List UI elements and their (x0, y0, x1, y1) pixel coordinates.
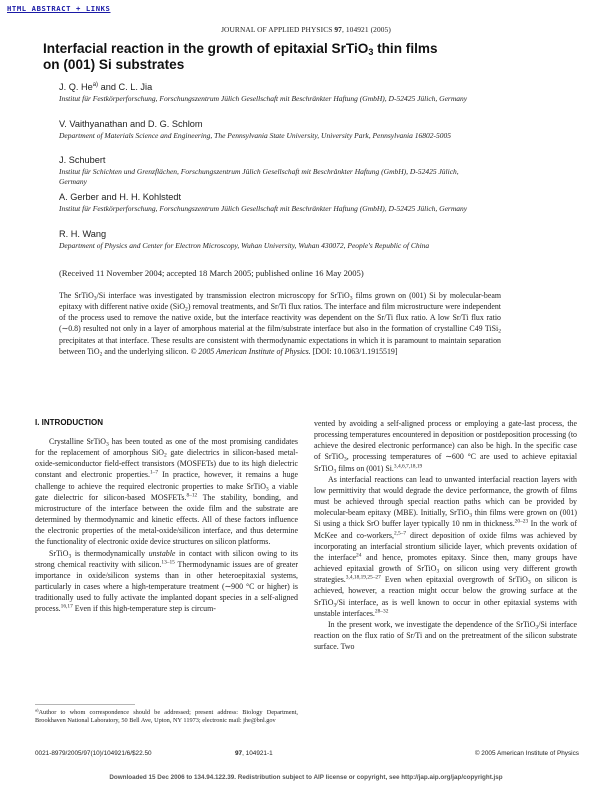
journal-volume: 97 (334, 25, 342, 34)
footnote-divider (35, 704, 135, 705)
author-group-3 (59, 155, 479, 187)
author-group-2 (59, 119, 479, 141)
citation[interactable]: 3,4,18,19,25–27 (345, 574, 381, 581)
download-notice: Downloaded 15 Dec 2006 to 134.94.122.39. Redistribution subject to AIP license or copyright, see http://jap.aip.org/jap/copyright.jsp (109, 774, 503, 781)
abstract: The SrTiO$_3$/Si interface was investigated by transmission electron microscopy for SrTiO$_3$ films grown on (001) Si by molecular-beam epitaxy with different native oxide (SiO$_2$) removal treatments, and Sr/Ti flux ratios. The interface and film microstructure were independent of the process used to remove the native oxide, but the interface reactivity was dependent on the Sr/Ti flux ratio. A low Sr/Ti flux ratio (∼0.8) resulted not only in a layer of amorphous material at the film/substrate interface but also in the formation of crystalline C49 TiSi$_2$ precipitates at that interface. These results are consistent with thermodynamic expectations in which it is paramount to maintain separation between TiO$_2$ and the underlying silicon. © 2005 American Institute of Physics. [DOI: 10.1063/1.1915519] (59, 291, 501, 358)
citation[interactable]: 28–32 (374, 608, 389, 615)
author-names: R. H. Wang (59, 229, 107, 239)
affiliation: Institut für Festkörperforschung, Forschungszentrum Jülich Gesellschaft mit Beschränkter Haftung (GmbH), D-52425 Jülich, Germany (59, 94, 468, 103)
paragraph: SrTiO$_3$ is thermodynamically unstable in contact with silicon owing to its strong chemical reactivity with silicon.$^{13-15}$ Thermodynamic issues are of greater importance in oxide/silicon systems than in other heteroepitaxial systems, particularly in cases where a high-temperature treatment (∼900 °C or higher) is traditionally used to fully activate the implanted dopant species in a self-aligned process.$^{16,17}$ Even if this high-temperature step is circum- (35, 548, 298, 614)
citation[interactable]: 1–7 (149, 469, 159, 476)
affiliation: Institut für Schichten und Grenzflächen, Forschungszentrum Jülich Gesellschaft mit Beschränkter Haftung (GmbH), D-52425 Jülich, Germany (59, 167, 459, 186)
received-dates: (Received 11 November 2004; accepted 18 March 2005; published online 16 May 2005) (59, 268, 364, 278)
author-names: J. Schubert (59, 155, 106, 165)
footnote: $^{a)}$Author to whom correspondence should be addressed; present address: Biology Department, Brookhaven National Laboratory, 50 Bell Ave, Upton, NY 11973; electronic mail: jhe@bnl.gov (35, 707, 298, 725)
affiliation: Department of Physics and Center for Electron Microscopy, Wuhan University, Wuhan 430072, People's Republic of China (59, 241, 430, 250)
citation[interactable]: 2,5–7 (393, 530, 407, 537)
paragraph: As interfacial reactions can lead to unwanted interfacial reaction layers with low permittivity that would degrade the device performance, the growth of films must be achieved through special reaction paths which can be provided by molecular-beam epitaxy (MBE). Initially, SrTiO$_3$ thin films were grown on (001) Si using a thick SrO buffer layer typically 10 nm in thickness.$^{20-23}$ In the work of McKee and co-workers,$^{2,5-7}$ direct deposition of oxide films was achieved by incorporating an interfacial strontium silicide layer, which prevents oxidation of the interface$^{24}$ and hence, promotes epitaxy. Since then, many groups have achieved epitaxial growth of SrTiO$_3$ on silicon using very different growth strategies.$^{3,4,18,19,25-27}$ Even when epitaxial overgrowth of SrTiO$_3$ on silicon is achieved, however, a reaction might occur below the growing surface at the SrTiO$_3$/Si interface, as is well known to occur in other epitaxial systems with unstable interfaces.$^{28-32}$ (314, 474, 577, 618)
body-column-right (314, 418, 577, 652)
paper-title: Interfacial reaction in the growth of epitaxial SrTiO$_3$ thin films on (001) Si substrates (43, 41, 438, 72)
paragraph: vented by avoiding a self-aligned process or employing a gate-last process, the processing temperatures encountered in deposition or postdeposition processing (to achieve the desired electronic performance) can also be high. In the specific case of SrTiO$_3$, processing temperatures of ∼600 °C are used to achieve epitaxial SrTiO$_3$ films on (001) Si.$^{3,4,6,7,18,19}$ (314, 419, 578, 475)
author-group-4 (59, 192, 479, 214)
journal-header (0, 25, 612, 34)
author-group-5 (59, 229, 479, 251)
paragraph: In the present work, we investigate the dependence of the SrTiO$_3$/Si interface reaction on the flux ratio of Sr/Ti and on the pretreatment of the silicon substrate surface. Two (314, 619, 577, 652)
doi[interactable]: [DOI: 10.1063/1.1915519] (310, 346, 398, 356)
journal-name: JOURNAL OF APPLIED PHYSICS (221, 25, 333, 34)
author-names: V. Vaithyanathan and D. G. Schlom (59, 119, 203, 129)
citation[interactable]: 24 (356, 552, 362, 559)
footer-copyright: © 2005 American Institute of Physics (474, 750, 579, 757)
footer-page: 97, 104921-1 (235, 750, 273, 757)
paragraph: Crystalline SrTiO$_3$ has been touted as one of the most promising candidates for the replacement of amorphous SiO$_2$ gate dielectrics in silicon-based metal-oxide-semiconductor field-effect transistors (MOSFETs) due to its high dielectric constant and electronic properties.$^{1-7}$ In practice, however, it remains a huge challenge to achieve the required electronic properties to make SrTiO$_3$ a viable gate dielectric for silicon-based MOSFETs.$^{8-12}$ The stability, bonding, and microstructure of the interface between the oxide film and the substrate are determined by thermodynamic and kinetic effects. All of these factors influence the electronic properties of the metal-oxide/silicon interface, and thus determine the functionality of electronic oxide device structures on silicon platforms. (35, 437, 298, 547)
footer-code: 0021-8979/2005/97(10)/104921/6/$22.50 (35, 750, 152, 757)
citation[interactable]: 16,17 (60, 603, 73, 610)
citation[interactable]: 3,4,6,7,18,19 (393, 463, 423, 470)
affiliation: Department of Materials Science and Engineering, The Pennsylvania State University, University Park, Pennsylvania 16802-5005 (59, 131, 451, 140)
abstract-copyright: © 2005 American Institute of Physics. (190, 346, 311, 356)
section-heading-introduction: I. INTRODUCTION (35, 418, 103, 427)
citation[interactable]: 13–15 (161, 559, 175, 566)
html-abstract-links[interactable]: HTML ABSTRACT + LINKS (7, 4, 111, 13)
author-names: A. Gerber and H. H. Kohlstedt (59, 192, 182, 202)
footnote-mark[interactable]: a) (92, 82, 99, 88)
author-group-1 (59, 82, 479, 104)
affiliation: Institut für Festkörperforschung, Forschungszentrum Jülich Gesellschaft mit Beschränkter Haftung (GmbH), D-52425 Jülich, Germany (59, 204, 468, 213)
body-column-left (35, 436, 298, 615)
author-names: J. Q. He$^{a)}$ and C. L. Jia (59, 82, 153, 92)
citation[interactable]: 8–12 (186, 492, 198, 499)
journal-article: , 104921 (2005) (341, 25, 391, 34)
citation[interactable]: 20–23 (514, 518, 529, 525)
